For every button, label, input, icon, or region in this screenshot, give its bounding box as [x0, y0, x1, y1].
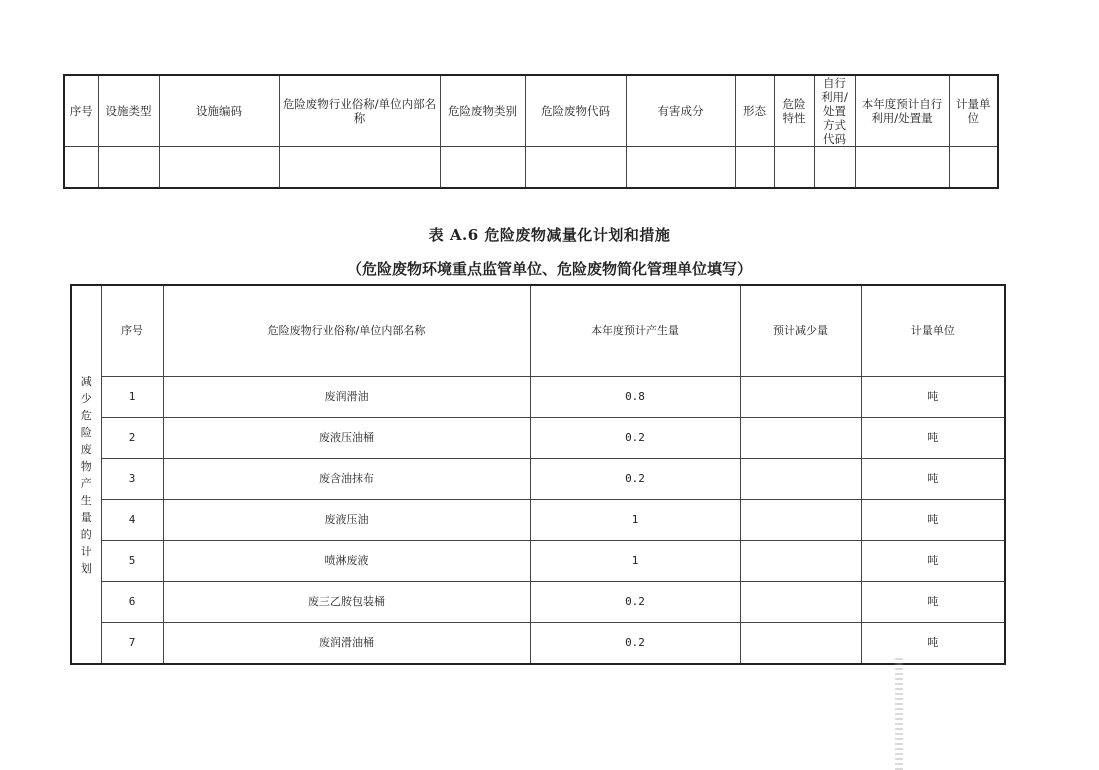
row-unit: 吨: [861, 582, 1005, 623]
header-cell: 设施编码: [159, 75, 279, 147]
row-annual-output: 0.2: [530, 418, 740, 459]
row-expected-reduction: [740, 582, 861, 623]
empty-cell: [774, 147, 814, 189]
header-cell: 危险废物类别: [440, 75, 525, 147]
empty-cell: [735, 147, 774, 189]
row-annual-output: 1: [530, 500, 740, 541]
row-unit: 吨: [861, 623, 1005, 665]
header-cell: 危险废物行业俗称/单位内部名称: [279, 75, 440, 147]
row-name: 废三乙胺包装桶: [163, 582, 530, 623]
table-row: [71, 623, 1005, 665]
row-unit: 吨: [861, 377, 1005, 418]
header-cell: 序号: [64, 75, 98, 147]
row-unit: 吨: [861, 541, 1005, 582]
row-name: 废含油抹布: [163, 459, 530, 500]
row-index: 3: [101, 459, 163, 500]
row-annual-output: 0.2: [530, 623, 740, 665]
table-title: 表 A.6 危险废物减量化计划和措施: [428, 226, 671, 244]
table-row: [71, 541, 1005, 582]
table-row: [71, 418, 1005, 459]
table-header-row: [64, 75, 998, 147]
row-name: 废润滑油: [163, 377, 530, 418]
row-expected-reduction: [740, 500, 861, 541]
header-cell: 有害成分: [626, 75, 735, 147]
row-expected-reduction: [740, 623, 861, 665]
header-cell: 本年度预计自行利用/处置量: [855, 75, 949, 147]
empty-cell: [159, 147, 279, 189]
empty-cell: [279, 147, 440, 189]
empty-cell: [98, 147, 159, 189]
header-name: 危险废物行业俗称/单位内部名称: [163, 285, 530, 377]
header-annual-output: 本年度预计产生量: [530, 285, 740, 377]
row-annual-output: 0.2: [530, 582, 740, 623]
row-index: 1: [101, 377, 163, 418]
header-unit: 计量单位: [861, 285, 1005, 377]
facility-disposal-table: [63, 74, 999, 189]
empty-cell: [440, 147, 525, 189]
header-cell: 设施类型: [98, 75, 159, 147]
empty-cell: [525, 147, 626, 189]
side-label: 减少危险废物产生量的计划: [71, 285, 101, 664]
table-row: [71, 500, 1005, 541]
row-annual-output: 0.8: [530, 377, 740, 418]
row-name: 废润滑油桶: [163, 623, 530, 665]
row-index: 5: [101, 541, 163, 582]
scan-artifact: [895, 658, 903, 770]
table-header-row: [71, 285, 1005, 377]
row-name: 废液压油: [163, 500, 530, 541]
row-unit: 吨: [861, 459, 1005, 500]
header-index: 序号: [101, 285, 163, 377]
row-expected-reduction: [740, 377, 861, 418]
row-index: 7: [101, 623, 163, 665]
table-row: [71, 459, 1005, 500]
header-cell: 自行利用/处置方式代码: [814, 75, 855, 147]
row-unit: 吨: [861, 418, 1005, 459]
empty-cell: [814, 147, 855, 189]
header-cell: 危险特性: [774, 75, 814, 147]
table-row: [71, 582, 1005, 623]
header-cell: 计量单位: [949, 75, 998, 147]
row-name: 废液压油桶: [163, 418, 530, 459]
row-annual-output: 1: [530, 541, 740, 582]
header-cell: 危险废物代码: [525, 75, 626, 147]
table-subtitle: （危险废物环境重点监管单位、危险废物简化管理单位填写）: [346, 260, 752, 278]
row-expected-reduction: [740, 459, 861, 500]
empty-cell: [64, 147, 98, 189]
row-unit: 吨: [861, 500, 1005, 541]
row-index: 2: [101, 418, 163, 459]
header-expected-reduction: 预计减少量: [740, 285, 861, 377]
row-name: 喷淋废液: [163, 541, 530, 582]
waste-reduction-table: [70, 284, 1006, 665]
table-row: [64, 147, 998, 189]
empty-cell: [626, 147, 735, 189]
row-expected-reduction: [740, 418, 861, 459]
empty-cell: [855, 147, 949, 189]
row-expected-reduction: [740, 541, 861, 582]
table-row: [71, 377, 1005, 418]
empty-cell: [949, 147, 998, 189]
row-annual-output: 0.2: [530, 459, 740, 500]
row-index: 6: [101, 582, 163, 623]
row-index: 4: [101, 500, 163, 541]
header-cell: 形态: [735, 75, 774, 147]
